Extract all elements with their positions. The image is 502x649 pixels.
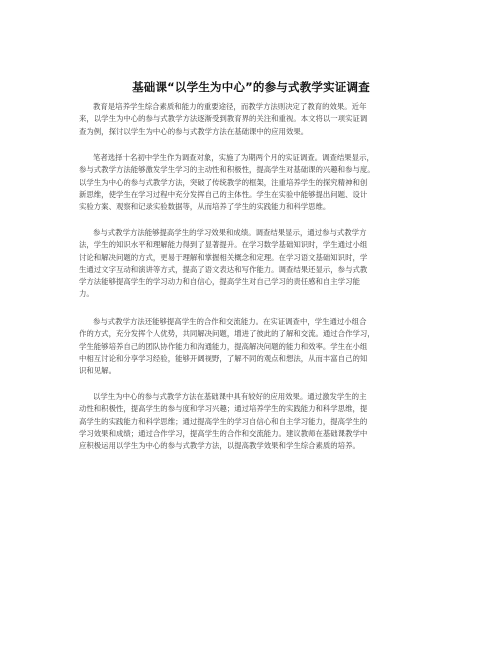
paragraph-line: 生通过文字互动和演讲等方式，提高了语文表达和写作能力。调查结果还显示，参与式教 [79, 264, 368, 274]
paragraph-line: 以学生为中心的参与式教学方法，突破了传统教学的框架，注重培养学生的探究精神和创 [79, 177, 368, 187]
paragraph-line: 讨论和解决问题的方式，更易于理解和掌握相关概念和定理。在学习语文基础知识时，学 [79, 252, 368, 262]
paragraph-line: 法，学生的知识水平和理解能力得到了显著提升。在学习数学基础知识时，学生通过小组 [79, 240, 368, 250]
paragraph-line: 实验方案、观察和记录实验数据等，从而培养了学生的实践能力和科学思维。 [79, 202, 331, 212]
paragraph-1 [79, 101, 437, 138]
paragraph-line: 学方法能够提高学生的学习动力和自信心，提高学生对自己学习的责任感和自主学习能 [79, 277, 360, 287]
document-title: 基础课“以学生为中心”的参与式教学实证调查 [132, 80, 370, 94]
paragraph-line: 参与式教学方法还能够提高学生的合作和交流能力。在实证调查中，学生通过小组合 [93, 317, 367, 326]
paragraph-line: 参与式教学方法能够激发学生学习的主动性和积极性，提高学生对基础课的兴趣和参与度。 [79, 165, 375, 175]
paragraph-line: 中相互讨论和分享学习经验，能够开阔视野，了解不同的观点和想法，从而丰富自己的知 [79, 353, 368, 363]
paragraph-line: 学生能够培养自己的团队协作能力和沟通能力，提高解决问题的能力和效率。学生在小组 [79, 341, 368, 351]
paragraph-line: 应积极运用以学生为中心的参与式教学方法，以提高教学效果和学生综合素质的培养。 [79, 441, 360, 451]
paragraph-4 [79, 316, 437, 377]
paragraph-line: 高学生的实践能力和科学思维；通过提高学生的学习自信心和自主学习能力，提高学生的 [79, 416, 368, 426]
paragraph-5 [79, 391, 437, 452]
paragraph-3 [79, 227, 437, 301]
paragraph-line: 识和见解。 [79, 366, 116, 376]
paragraph-line: 力。 [79, 289, 94, 299]
paragraph-line: 来，以学生为中心的参与式教学方法逐渐受到教育界的关注和重视。本文将以一项实证调 [79, 114, 368, 124]
paragraph-line: 笔者选择十名初中学生作为调查对象，实施了为期两个月的实证调查。调查结果显示， [93, 153, 374, 162]
paragraph-line: 新思维，使学生在学习过程中充分发挥自己的主体性。学生在实验中能够提出问题、设计 [79, 189, 368, 199]
paragraph-line: 查为例，探讨以学生为中心的参与式教学方法在基础课中的应用效果。 [79, 126, 309, 136]
paragraph-line: 教育是培养学生综合素质和能力的重要途径，而教学方法则决定了教育的效果。近年 [93, 102, 367, 111]
paragraph-line: 以学生为中心的参与式教学方法在基础课中具有较好的应用效果。通过激发学生的主 [93, 392, 367, 401]
paragraph-line: 作的方式，充分发挥个人优势，共同解决问题，增进了彼此的了解和交流。通过合作学习， [79, 329, 375, 339]
paragraph-2 [79, 152, 437, 213]
paragraph-line: 动性和积极性，提高学生的参与度和学习兴趣；通过培养学生的实践能力和科学思维，提 [79, 404, 368, 414]
paragraph-line: 学习效果和成绩；通过合作学习，提高学生的合作和交流能力。建议教师在基础课教学中 [79, 428, 368, 438]
paragraph-line: 参与式教学方法能够提高学生的学习效果和成绩。调查结果显示，通过参与式教学方 [93, 228, 367, 237]
